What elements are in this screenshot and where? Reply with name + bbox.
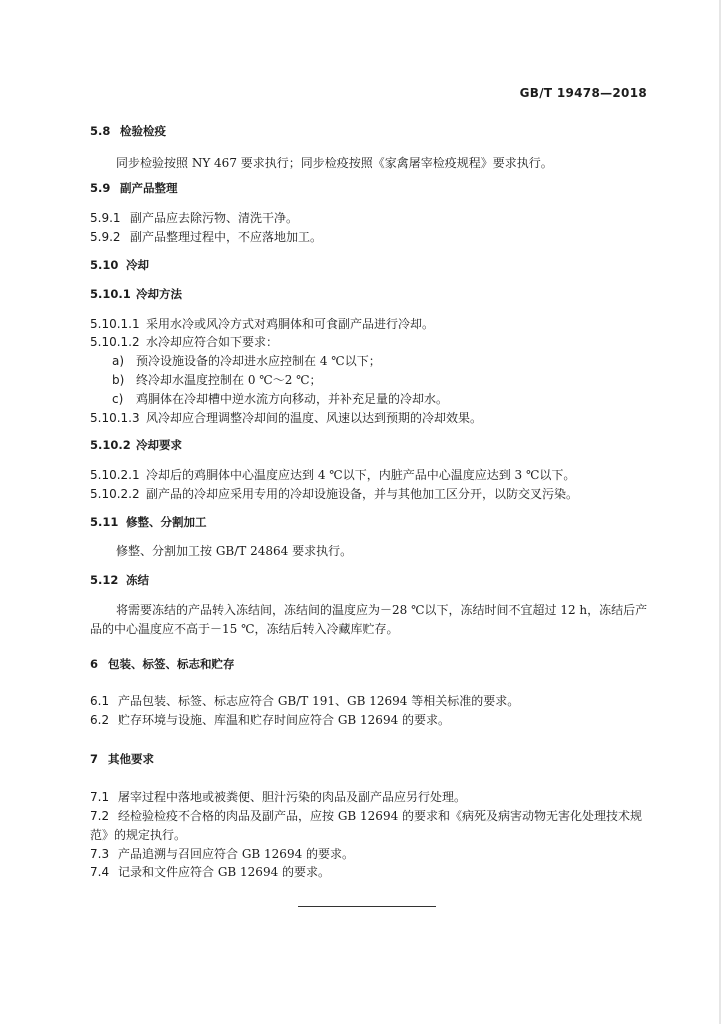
list-item-c [112, 391, 672, 407]
end-of-document-rule [298, 906, 436, 907]
clause-number: 5.10.1.2 [90, 335, 140, 349]
clause-text: 采用水冷或风冷方式对鸡胴体和可食副产品进行冷却。 [146, 317, 435, 331]
heading-title: 修整、分割加工 [126, 515, 207, 529]
heading-7 [90, 751, 650, 767]
clause-text: 产品包装、标签、标志应符合 GB/T 191、GB 12694 等相关标准的要求。 [118, 694, 520, 708]
list-text: 终冷却水温度控制在 0 ℃～2 ℃； [136, 373, 322, 387]
paragraph-5-11: 修整、分割加工按 GB/T 24864 要求执行。 [116, 544, 353, 558]
clause-text: 冷却后的鸡胴体中心温度应达到 4 ℃以下，内脏产品中心温度应达到 3 ℃以下。 [146, 468, 576, 482]
list-marker: b) [112, 373, 125, 387]
list-item-a [112, 353, 672, 369]
clause-text: 产品追溯与召回应符合 GB 12694 的要求。 [118, 847, 355, 861]
heading-number: 5.10 [90, 258, 119, 272]
paragraph-5-12-line-2: 品的中心温度应不高于－15 ℃，冻结后转入冷藏库贮存。 [90, 622, 399, 636]
clause-number: 7.3 [90, 847, 110, 861]
clause-text: 副产品的冷却应采用专用的冷却设施设备，并与其他加工区分开，以防交叉污染。 [146, 487, 579, 501]
heading-5-10-1 [90, 286, 650, 302]
clause-number: 7.2 [90, 809, 110, 823]
paragraph-5-8: 同步检验按照 NY 467 要求执行；同步检疫按照《家禽屠宰检疫规程》要求执行。 [116, 156, 553, 170]
clause-text: 水冷却应符合如下要求： [146, 335, 279, 349]
heading-number: 5.8 [90, 124, 111, 138]
heading-title: 检验检疫 [120, 124, 166, 138]
clause-number: 5.10.1.3 [90, 411, 140, 425]
heading-5-11 [90, 514, 650, 530]
clause-number: 5.9.2 [90, 230, 121, 244]
clause-text: 屠宰过程中落地或被粪便、胆汁污染的肉品及副产品应另行处理。 [118, 790, 467, 804]
clause-text: 风冷却应合理调整冷却间的温度、风速以达到预期的冷却效果。 [146, 411, 483, 425]
heading-5-10 [90, 257, 650, 273]
heading-title: 冻结 [126, 573, 149, 587]
heading-title: 冷却 [126, 258, 149, 272]
heading-number: 5.10.2 [90, 438, 131, 452]
clause-7-2-continuation: 范》的规定执行。 [90, 828, 187, 842]
heading-number: 7 [90, 752, 99, 766]
clause-number: 5.10.1.1 [90, 317, 140, 331]
list-marker: a) [112, 354, 125, 368]
list-item-b [112, 372, 672, 388]
heading-title: 冷却方法 [136, 287, 182, 301]
clause-7-1 [90, 789, 650, 805]
paragraph-5-12-line-1: 将需要冻结的产品转入冻结间，冻结间的温度应为－28 ℃以下，冻结时间不宜超过 12 h，冻结后产 [116, 603, 648, 617]
clause-text: 副产品整理过程中，不应落地加工。 [130, 230, 323, 244]
clause-text: 记录和文件应符合 GB 12694 的要求。 [118, 865, 331, 879]
list-text: 鸡胴体在冷却槽中逆水流方向移动，并补充足量的冷却水。 [136, 392, 449, 406]
heading-5-10-2 [90, 437, 650, 453]
heading-title: 包装、标签、标志和贮存 [108, 657, 235, 671]
heading-title: 冷却要求 [136, 438, 182, 452]
clause-text: 副产品应去除污物、清洗干净。 [130, 211, 299, 225]
clause-7-4 [90, 864, 650, 880]
clause-5-10-1-2 [90, 334, 650, 350]
list-marker: c) [112, 392, 124, 406]
clause-number: 6.2 [90, 713, 110, 727]
heading-title: 副产品整理 [120, 181, 178, 195]
clause-7-2 [90, 808, 650, 824]
clause-number: 5.9.1 [90, 211, 121, 225]
heading-6 [90, 656, 650, 672]
clause-number: 5.10.2.2 [90, 487, 140, 501]
clause-number: 5.10.2.1 [90, 468, 140, 482]
heading-title: 其他要求 [108, 752, 154, 766]
heading-number: 6 [90, 657, 99, 671]
clause-5-10-1-3 [90, 410, 650, 426]
heading-number: 5.9 [90, 181, 111, 195]
clause-7-3 [90, 846, 650, 862]
clause-number: 6.1 [90, 694, 110, 708]
document-id-header: GB/T 19478—2018 [519, 86, 647, 100]
clause-text: 经检验检疫不合格的肉品及副产品，应按 GB 12694 的要求和《病死及病害动物无害化处理技术规 [118, 809, 643, 823]
clause-number: 7.4 [90, 865, 110, 879]
clause-5-9-2 [90, 229, 650, 245]
clause-5-10-2-2 [90, 486, 650, 502]
heading-number: 5.11 [90, 515, 119, 529]
heading-number: 5.12 [90, 573, 119, 587]
heading-number: 5.10.1 [90, 287, 131, 301]
heading-5-8 [90, 123, 650, 139]
clause-text: 贮存环境与设施、库温和贮存时间应符合 GB 12694 的要求。 [118, 713, 451, 727]
clause-6-2 [90, 712, 650, 728]
heading-5-9 [90, 180, 650, 196]
heading-5-12 [90, 572, 650, 588]
clause-5-10-1-1 [90, 316, 650, 332]
clause-5-10-2-1 [90, 467, 650, 483]
clause-6-1 [90, 693, 650, 709]
clause-5-9-1 [90, 210, 650, 226]
list-text: 预冷设施设备的冷却进水应控制在 4 ℃以下； [136, 354, 381, 368]
clause-number: 7.1 [90, 790, 110, 804]
